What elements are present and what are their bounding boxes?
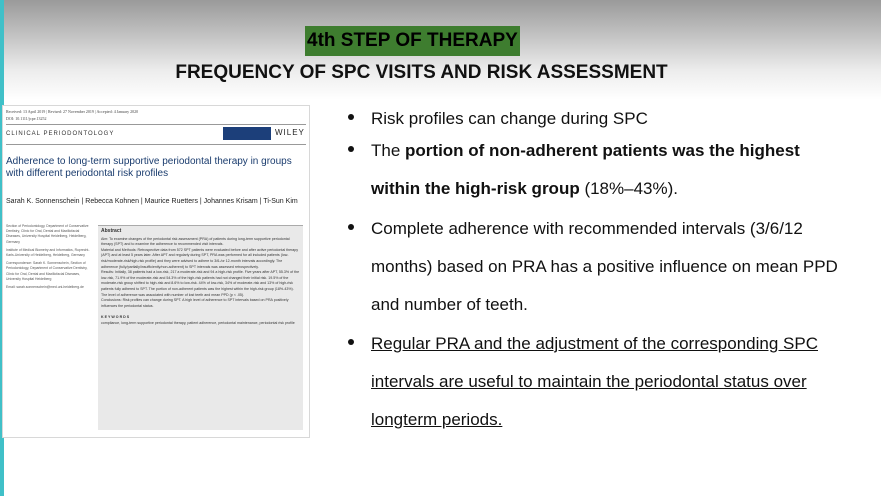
article-authors: Sarah K. Sonnenschein | Rebecca Kohnen | Maurice Ruetters | Johannes Krisam | Ti-Sun Kim	[6, 198, 298, 205]
bullet-dot-icon	[348, 114, 354, 120]
journal-name: CLINICAL PERIODONTOLOGY	[6, 131, 115, 137]
article-doi: DOI: 10.1111/jcpe.13252	[6, 116, 47, 121]
affiliation: Section of Periodontology, Department of Conservative Dentistry, Clinic for Oral, Dental and Maxillofacial Diseases, University Hospital Heidelberg, Heidelberg, Germany	[6, 224, 89, 244]
bullet-text: Complete adherence with recommended intervals (3/6/12 months) based on PRA has a positive influence on mean PPD and number of teeth.	[371, 219, 838, 314]
affiliation: Institute of Medical Biometry and Informatics, Ruprecht-Karls-University of Heidelberg, Heidelberg, Germany	[6, 247, 90, 258]
bullet-text-part: (18%–43%).	[579, 179, 678, 198]
bullet-dot-icon	[348, 146, 354, 152]
divider	[6, 144, 306, 145]
bullet-text: Risk profiles can change during SPC	[371, 109, 648, 128]
keywords-heading: KEYWORDS	[101, 315, 131, 320]
affiliation: Email: sarah.sonnenschein@med.uni-heidelberg.de	[6, 285, 84, 290]
step-label: 4th STEP OF THERAPY	[305, 26, 520, 56]
journal-logo	[223, 127, 271, 140]
article-title: Adherence to long-term supportive periodontal therapy in groups with different periodontal risk profiles	[6, 156, 292, 179]
abstract-aim: Aim: To examine changes of the periodontal risk assessment (PRA) of patients during long-term supportive periodontal therapy (SPT) and to examine the adherence to recommended visit intervals.	[101, 236, 290, 247]
keywords: compliance, long-term supportive periodontal therapy, patient adherence, periodontal maintenance, periodontal risk profile	[101, 320, 295, 325]
bullet-text-part: The	[371, 141, 406, 160]
abstract-box	[98, 225, 303, 430]
bullet-text	[371, 132, 851, 208]
affiliation: Correspondence: Sarah K. Sonnenschein, Section of Periodontology, Department of Conservative Dentistry, Clinic for Oral, Dental and Maxillofacial Diseases, University Hospital Heidelberg	[6, 261, 88, 281]
bullet-dot-icon	[348, 224, 354, 230]
article-affiliations	[6, 224, 94, 293]
abstract-methods: Material and Methods: Retrospective data from 572 SPT patients were evaluated before and after active periodontal therapy (APT) and at least 5 years later. After APT and regularly during SPT, PRA was performed for all included patients (low-risk/moderate-risk/high-risk profile) and they were advised to adhere to 3/6-/or 12-month intervals accordingly. The adherence (fully/partially/insufficiently/non-adherent) to SPT intervals was assessed retrospectively.	[101, 247, 299, 269]
bullet-text: Regular PRA and the adjustment of the corresponding SPC intervals are useful to maintain the periodontal status over longterm periods.	[371, 334, 818, 429]
publisher-logo: WILEY	[275, 128, 305, 137]
divider	[6, 124, 306, 125]
bullet-dot-icon	[348, 339, 354, 345]
abstract-results: Results: Initially, 38 patients had a low-risk, 217 a moderate-risk and 94 a high-risk profile. Five years after APT, 55.3% of the low-risk, 71.9% of the moderate-risk and 54.3% of the high-risk patients had not changed their initial risk. 19.5% of the moderate-risk group shifted to high-risk and 8.6% to low-risk. 44% of low-risk, 34% of moderate-risk and 13% of high-risk patients fully adhered to SPT. The portion of non-adherent patients was the highest within the high-risk group (18%-43%). The level of adherence was associated with number of lost teeth and mean PPD (p < .05).	[101, 270, 300, 297]
slide-title: FREQUENCY OF SPC VISITS AND RISK ASSESSMENT	[175, 62, 668, 83]
abstract-heading: Abstract	[101, 228, 122, 234]
article-thumbnail	[2, 105, 310, 438]
abstract-conclusions: Conclusions: Risk profiles can change during SPT. A high level of adherence to SPT intervals based on PRA positively influences the periodontal status.	[101, 298, 289, 308]
bullet-emphasis: portion of non-adherent patients was the highest within the high-risk group	[371, 141, 800, 198]
article-dates: Received: 13 April 2019 | Revised: 27 November 2019 | Accepted: 4 January 2020	[6, 109, 139, 114]
